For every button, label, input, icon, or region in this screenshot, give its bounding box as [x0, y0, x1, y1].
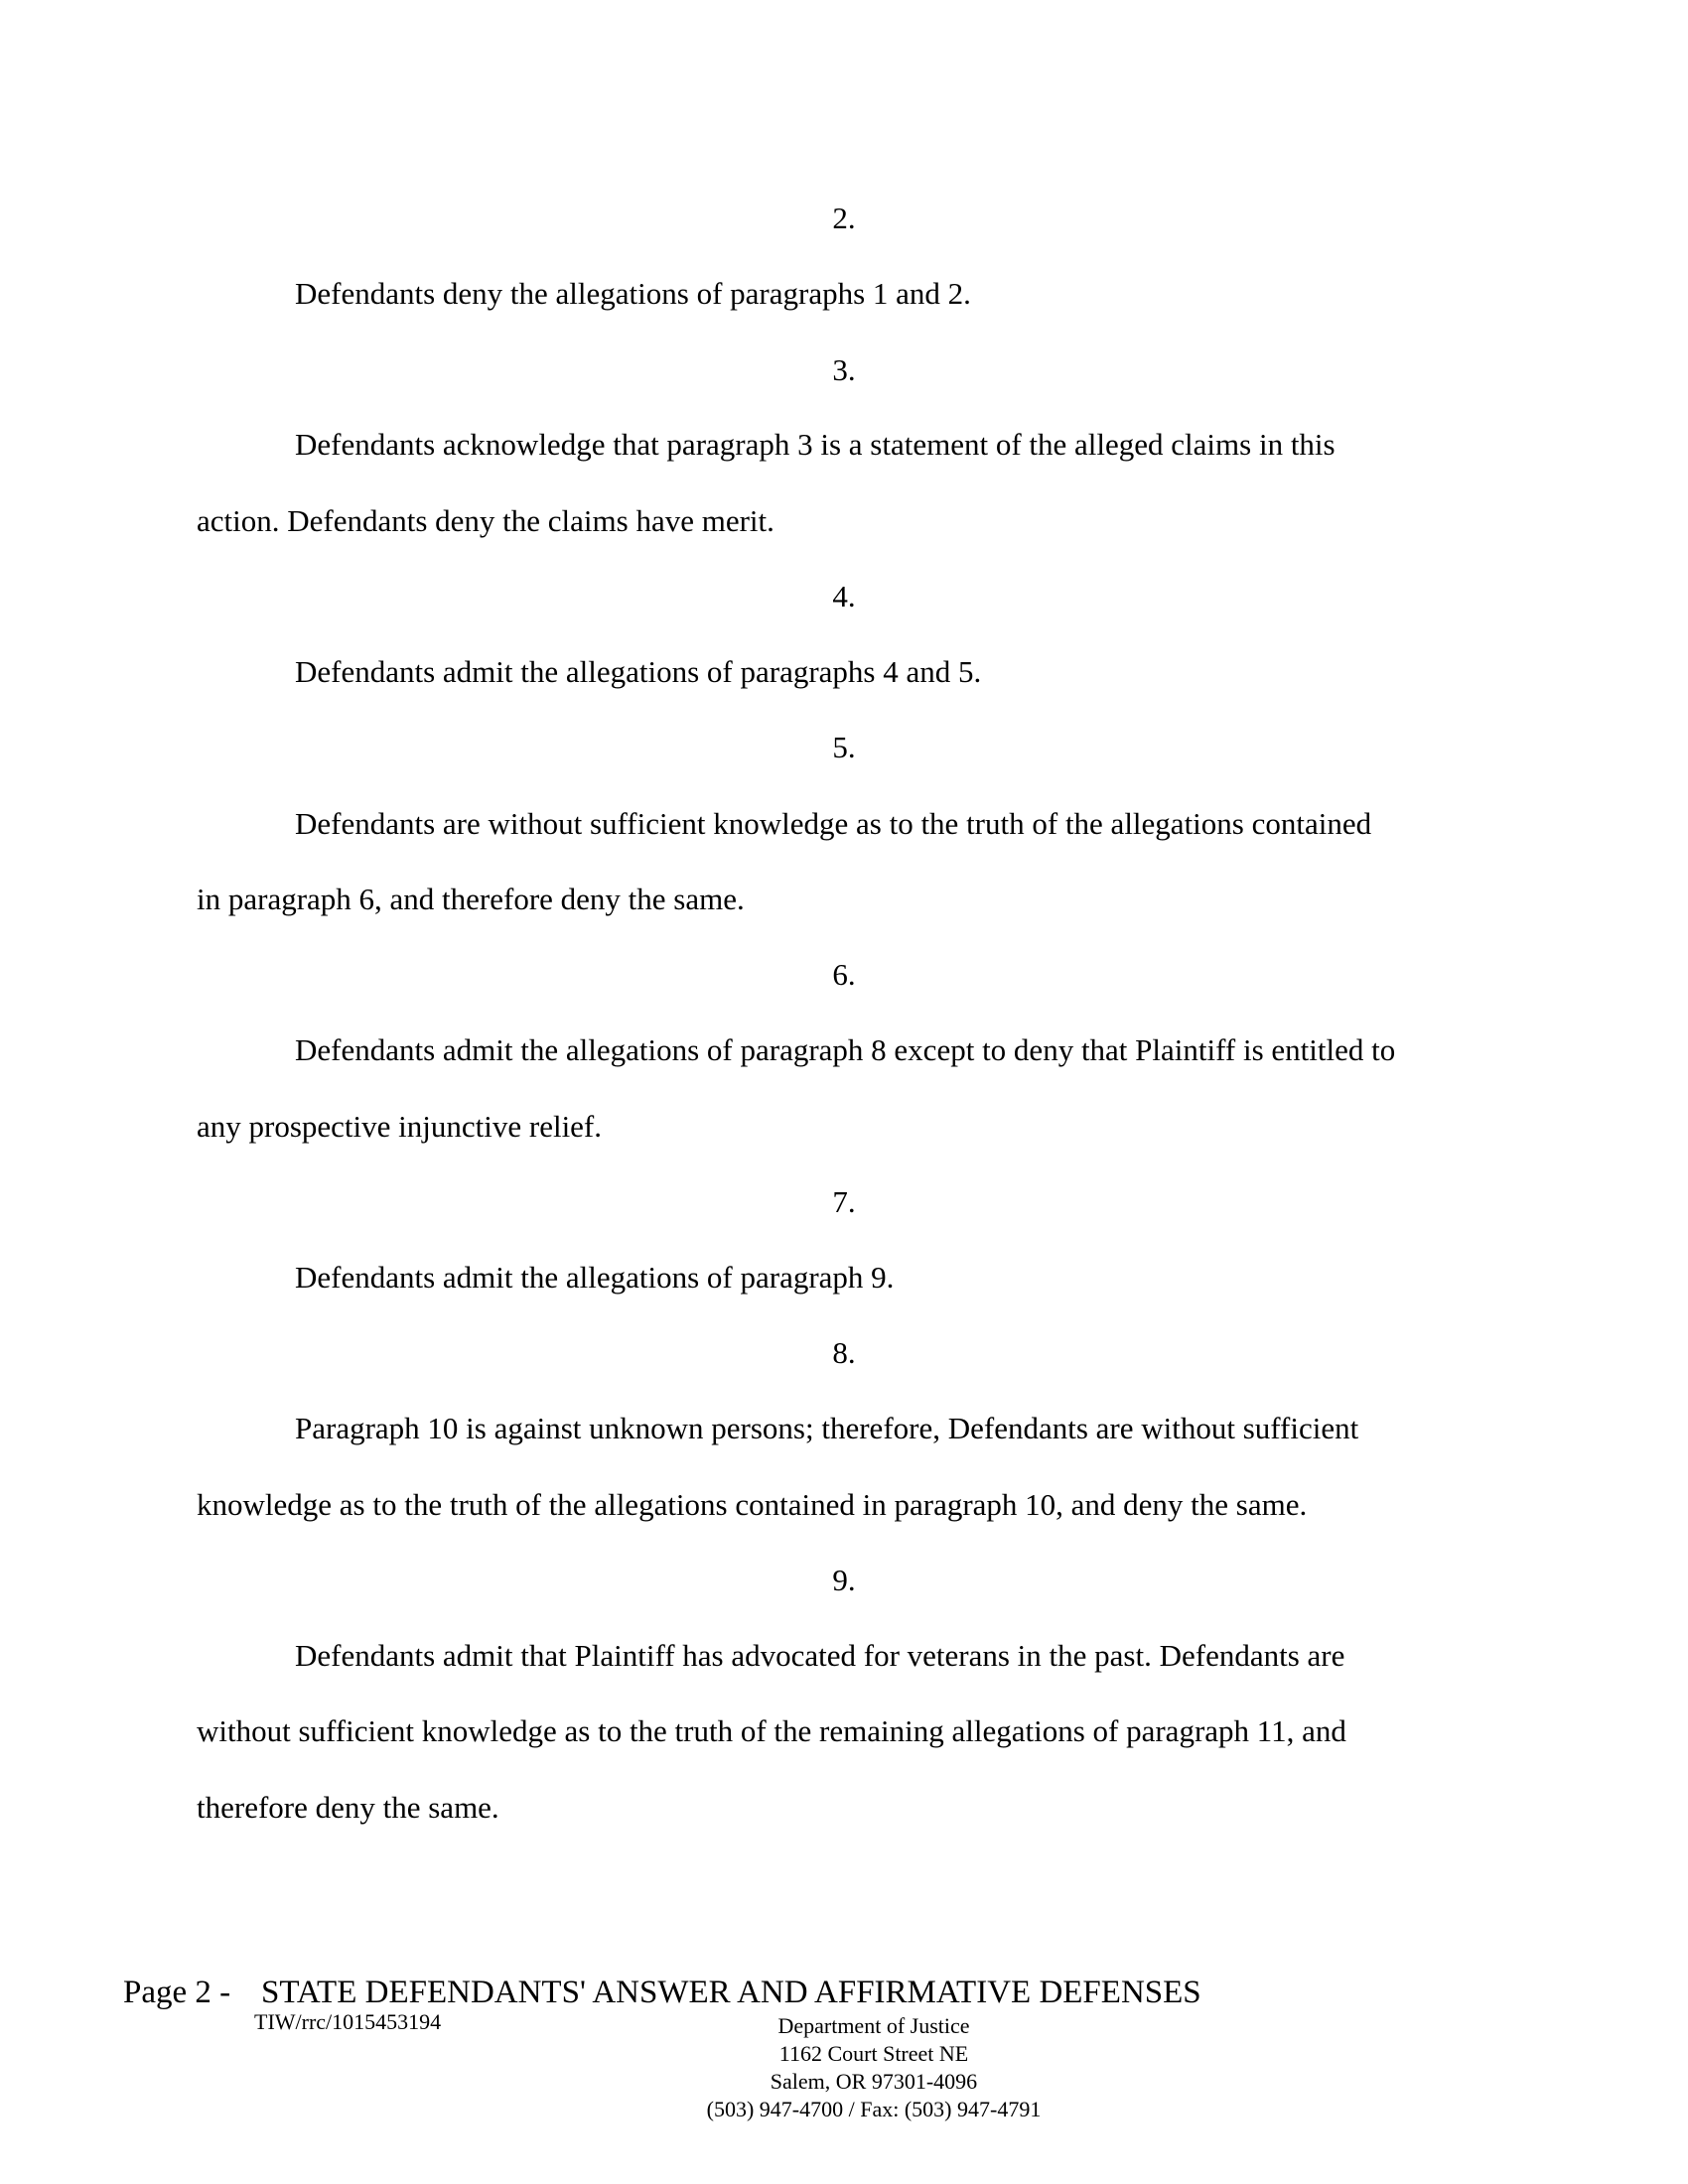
paragraph-number: 8. [832, 1335, 856, 1370]
paragraph-number: 5. [832, 730, 856, 764]
address-phone-fax: (503) 947-4700 / Fax: (503) 947-4791 [706, 2097, 1042, 2121]
paragraph-number: 3. [832, 352, 856, 387]
paragraph-number: 2. [832, 201, 856, 235]
paragraph-text-line: knowledge as to the truth of the allegations contained in paragraph 10, and deny the same. [197, 1487, 1308, 1522]
paragraph-text-line: without sufficient knowledge as to the truth of the remaining allegations of paragraph 11, and [197, 1713, 1346, 1748]
paragraph-text-line: Paragraph 10 is against unknown persons; therefore, Defendants are without sufficient [295, 1411, 1359, 1445]
paragraph-text-line: therefore deny the same. [197, 1790, 499, 1825]
paragraph-text-line: Defendants admit the allegations of paragraph 9. [295, 1260, 895, 1295]
paragraph-number: 4. [832, 579, 856, 614]
page-number-label: Page 2 - [123, 1975, 231, 2010]
footer-address [645, 2012, 1102, 2123]
paragraph-text-line: any prospective injunctive relief. [197, 1109, 603, 1144]
paragraph-text-line: Defendants admit the allegations of paragraphs 4 and 5. [295, 654, 982, 689]
paragraph-number: 6. [832, 957, 856, 992]
paragraph-text-line: Defendants admit that Plaintiff has advocated for veterans in the past. Defendants are [295, 1638, 1345, 1673]
paragraph-number: 7. [832, 1184, 856, 1219]
footer-reference: TIW/rrc/1015453194 [254, 2009, 442, 2034]
paragraph-text-line: Defendants admit the allegations of paragraph 8 except to deny that Plaintiff is entitled to [295, 1032, 1396, 1067]
address-street: 1162 Court Street NE [778, 2041, 969, 2066]
document-title: STATE DEFENDANTS' ANSWER AND AFFIRMATIVE DEFENSES [261, 1975, 1201, 2010]
paragraph-text-line: in paragraph 6, and therefore deny the same. [197, 882, 745, 916]
footer-title-line [123, 1973, 1201, 2012]
paragraph-text-line: Defendants deny the allegations of paragraphs 1 and 2. [295, 276, 971, 311]
address-city: Salem, OR 97301-4096 [770, 2069, 978, 2094]
paragraph-text-line: Defendants are without sufficient knowledge as to the truth of the allegations contained [295, 806, 1372, 841]
paragraph-text-line: Defendants acknowledge that paragraph 3 is a statement of the alleged claims in this [295, 427, 1336, 462]
paragraph-text-line: action. Defendants deny the claims have merit. [197, 503, 774, 538]
address-office: Department of Justice [777, 2013, 970, 2038]
paragraph-number: 9. [832, 1563, 856, 1597]
